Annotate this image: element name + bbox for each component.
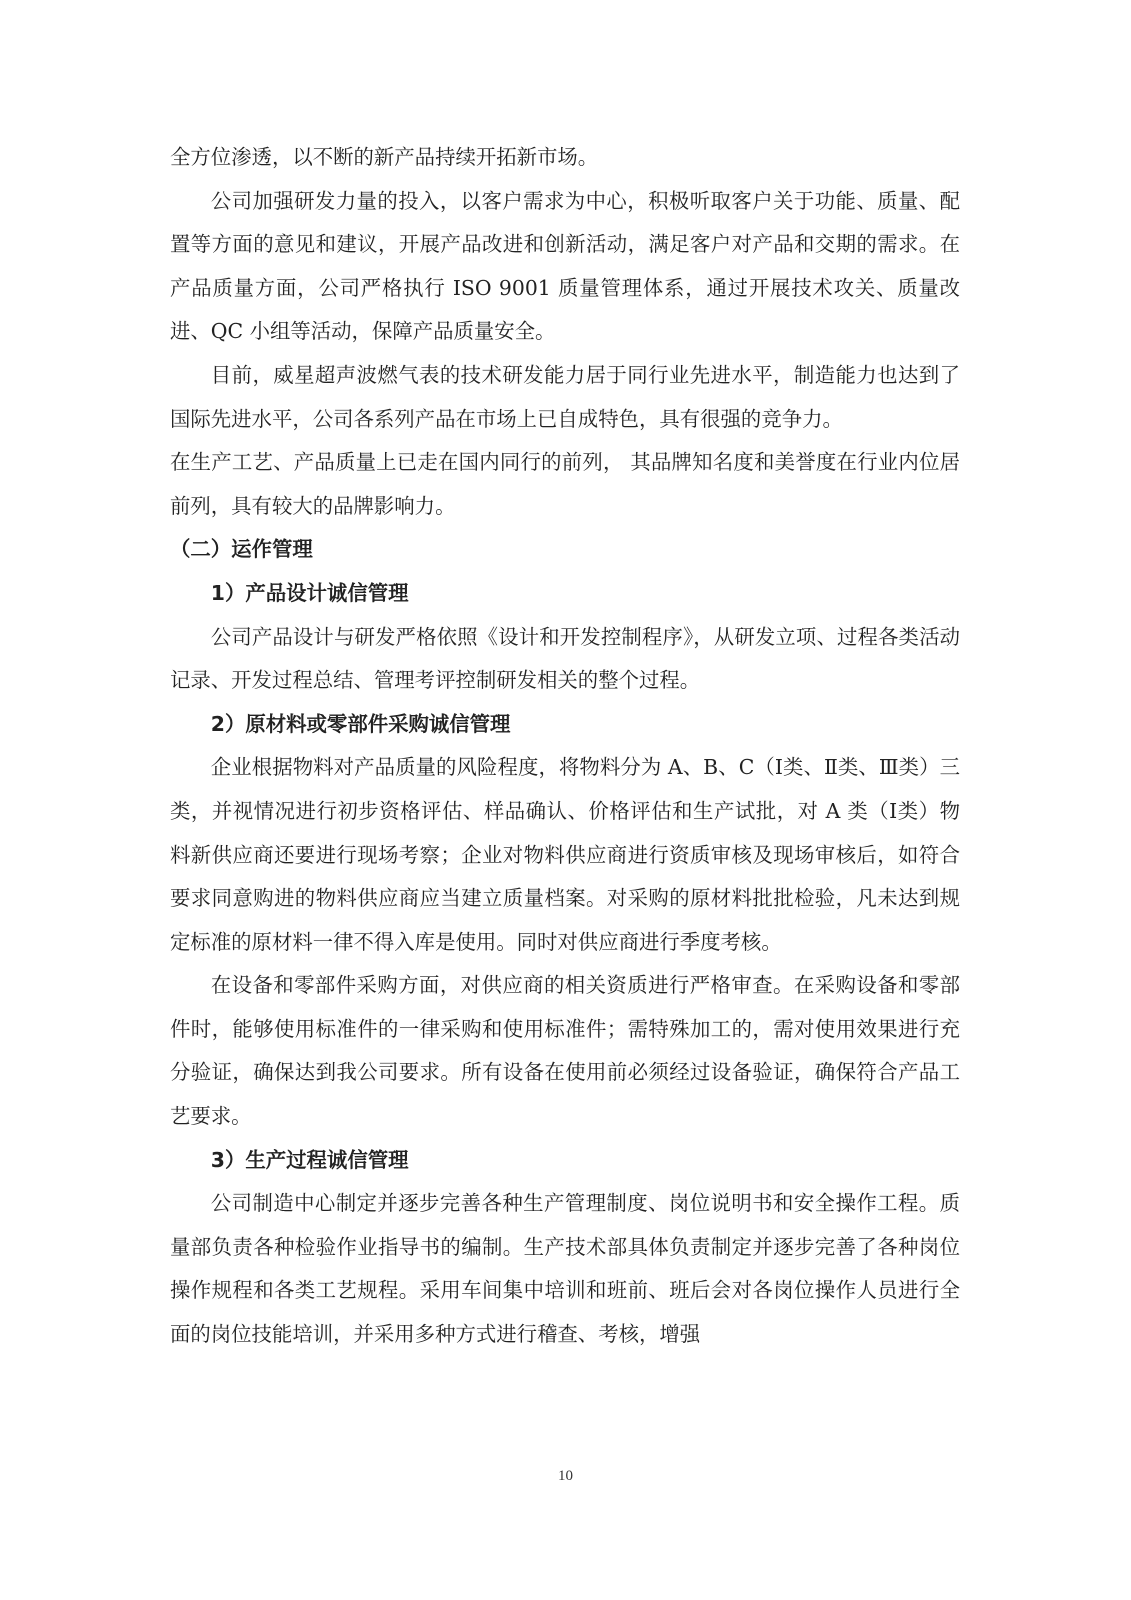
paragraph-procurement-equipment: 在设备和零部件采购方面，对供应商的相关资质进行严格审查。在采购设备和零部件时，能够使用标准件的一律采购和使用标准件；需特殊加工的，需对使用效果进行充分验证，确保达到我公司要求。所有设备在使用前必须经过设备验证，确保符合产品工艺要求。 (170, 973, 960, 1129)
paragraph-procurement-materials: 企业根据物料对产品质量的风险程度，将物料分为 A、B、C（Ⅰ类、Ⅱ类、Ⅲ类）三类，并视情况进行初步资格评估、样品确认、价格评估和生产试批，对 A 类（Ⅰ类）物料新供应商还要进行现场考察；企业对物料供应商进行资质审核及现场审核后，如符合要求同意购进的物料供应商应当建立质量档案。对采购的原材料批批检验，凡未达到规定标准的原材料一律不得入库是使用。同时对供应商进行季度考核。 (170, 755, 960, 954)
page-number: 10 (558, 1468, 573, 1484)
paragraph-product-design: 公司产品设计与研发严格依照《设计和开发控制程序》，从研发立项、过程各类活动记录、开发过程总结、管理考评控制研发相关的整个过程。 (170, 624, 960, 693)
paragraph-continuation: 全方位渗透，以不断的新产品持续开拓新市场。 (170, 145, 599, 169)
paragraph-production: 公司制造中心制定并逐步完善各种生产管理制度、岗位说明书和安全操作工程。质量部负责各种检验作业指导书的编制。生产技术部具体负责制定并逐步完善了各种岗位操作规程和各类工艺规程。采用车间集中培训和班前、班后会对各岗位操作人员进行全面的岗位技能培训，并采用多种方式进行稽查、考核，增强 (170, 1191, 960, 1347)
section-heading-operations: （二）运作管理 (170, 537, 313, 562)
paragraph-brand: 在生产工艺、产品质量上已走在国内同行的前列， 其品牌知名度和美誉度在行业内位居前列，具有较大的品牌影响力。 (170, 450, 960, 518)
paragraph-capability: 目前，威星超声波燃气表的技术研发能力居于同行业先进水平，制造能力也达到了国际先进水平，公司各系列产品在市场上已自成特色，具有很强的竞争力。 (170, 362, 960, 431)
page-body (170, 136, 960, 1357)
paragraph-rd-investment: 公司加强研发力量的投入，以客户需求为中心，积极听取客户关于功能、质量、配置等方面的意见和建议，开展产品改进和创新活动，满足客户对产品和交期的需求。在产品质量方面，公司严格执行 ISO 9001 质量管理体系，通过开展技术攻关、质量改进、QC 小组等活动，保障产品质量安全。 (170, 188, 960, 344)
subheading-procurement: 2）原材料或零部件采购诚信管理 (210, 711, 511, 736)
subheading-production: 3）生产过程诚信管理 (210, 1147, 409, 1172)
subheading-product-design: 1）产品设计诚信管理 (210, 580, 409, 605)
